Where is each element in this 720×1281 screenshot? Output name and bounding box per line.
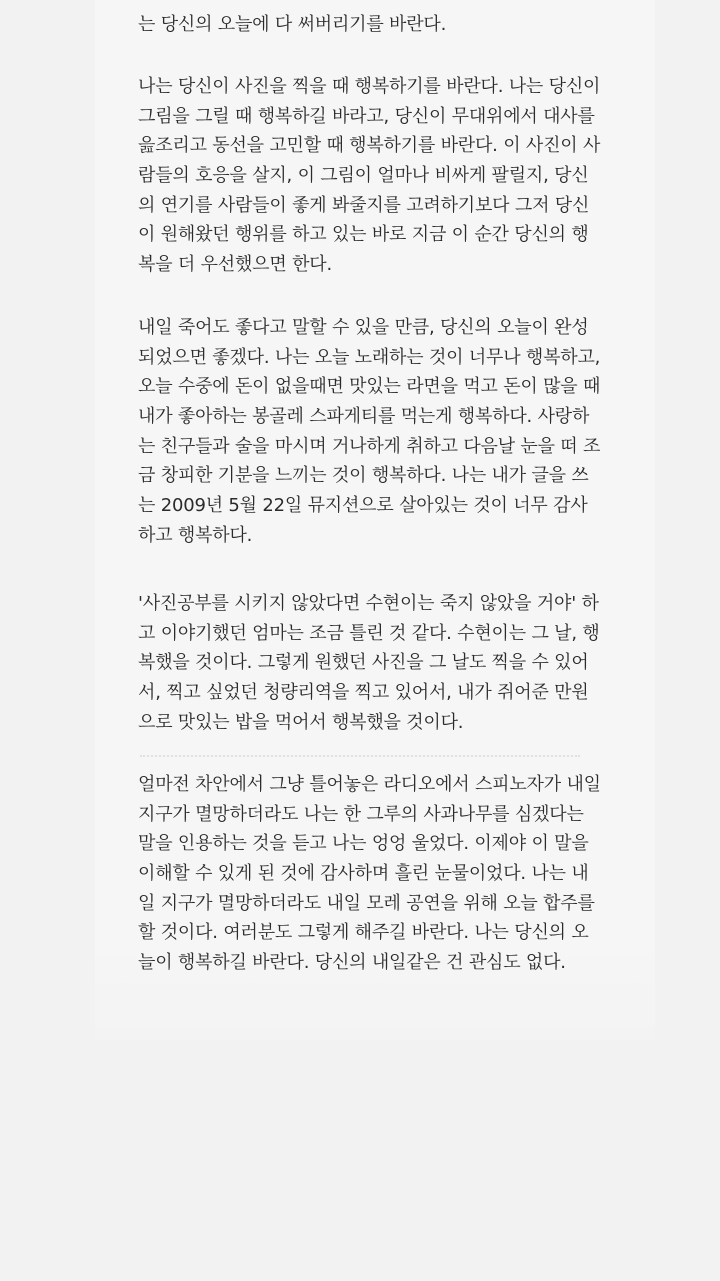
text-line: 할 것이다. 여러분도 그렇게 해주길 바란다. 나는 당신의 오 [138, 922, 589, 944]
text-line: 하고 행복하다. [138, 524, 253, 546]
text-line: 는 2009년 5월 22일 뮤지션으로 살아있는 것이 너무 감사 [138, 495, 588, 517]
text-line: 그림을 그릴 때 행복하길 바라고, 당신이 무대위에서 대사를 [138, 105, 595, 127]
text-line: 복했을 것이다. 그렇게 원했던 사진을 그 날도 찍을 수 있어 [138, 652, 589, 674]
text-line: 복을 더 우선했으면 한다. [138, 254, 332, 276]
text-line: 는 친구들과 술을 마시며 거나하게 취하고 다음날 눈을 떠 조 [138, 435, 601, 457]
text-line: 람들의 호응을 살지, 이 그림이 얼마나 비싸게 팔릴지, 당신 [138, 165, 589, 187]
text-line: 의 연기를 사람들이 좋게 봐줄지를 고려하기보다 그저 당신 [138, 194, 590, 216]
text-line: 으로 맛있는 밥을 먹어서 행복했을 것이다. [138, 711, 464, 733]
text-line: 내일 죽어도 좋다고 말할 수 있을 만큼, 당신의 오늘이 완성 [138, 317, 589, 338]
text-line: 서, 찍고 싶었던 청량리역을 찍고 있어서, 내가 쥐어준 만원 [138, 682, 589, 704]
text-line: 이해할 수 있게 된 것에 감사하며 흘린 눈물이었다. 나는 내 [138, 863, 589, 885]
text-line: 얼마전 차안에서 그냥 틀어놓은 라디오에서 스피노자가 내일 [138, 774, 601, 795]
text-line: 금 창피한 기분을 느끼는 것이 행복하다. 나는 내가 글을 쓰 [138, 465, 589, 487]
text-line: 일 지구가 멸망하더라도 내일 모레 공연을 위해 오늘 합주를 [138, 892, 595, 914]
paragraph-5 [138, 770, 601, 978]
text-line: 읊조리고 동선을 고민할 때 행복하기를 바란다. 이 사진이 사 [138, 135, 601, 157]
text-line: 늘이 행복하길 바란다. 당신의 내일같은 건 관심도 없다. [138, 952, 566, 974]
text-line: 지구가 멸망하더라도 나는 한 그루의 사과나무를 심겠다는 [138, 803, 584, 825]
paragraph-1 [138, 10, 446, 40]
text-line: 나는 당신이 사진을 찍을 때 행복하기를 바란다. 나는 당신이 [138, 76, 601, 97]
text-line: 는 당신의 오늘에 다 써버리기를 바란다. [138, 14, 447, 35]
paragraph-4 [138, 589, 600, 737]
text-line: 내가 좋아하는 봉골레 스파게티를 먹는게 행복하다. 사랑하 [138, 406, 590, 428]
text-line: 말을 인용하는 것을 듣고 나는 엉엉 울었다. 이제야 이 말을 [138, 833, 589, 855]
paragraph-3 [138, 313, 600, 551]
text-line: 되었으면 좋겠다. 나는 오늘 노래하는 것이 너무나 행복하고, [138, 346, 601, 368]
divider [140, 755, 580, 759]
text-line: '사진공부를 시키지 않았다면 수현이는 죽지 않았을 거야' 하 [138, 593, 599, 614]
paragraph-2 [138, 72, 600, 280]
text-line: 고 이야기했던 엄마는 조금 틀린 것 같다. 수현이는 그 날, 행 [138, 622, 600, 644]
text-line: 오늘 수중에 돈이 없을때면 맛있는 라면을 먹고 돈이 많을 때 [138, 376, 601, 398]
text-line: 이 원해왔던 행위를 하고 있는 바로 지금 이 순간 당신의 행 [138, 224, 589, 246]
